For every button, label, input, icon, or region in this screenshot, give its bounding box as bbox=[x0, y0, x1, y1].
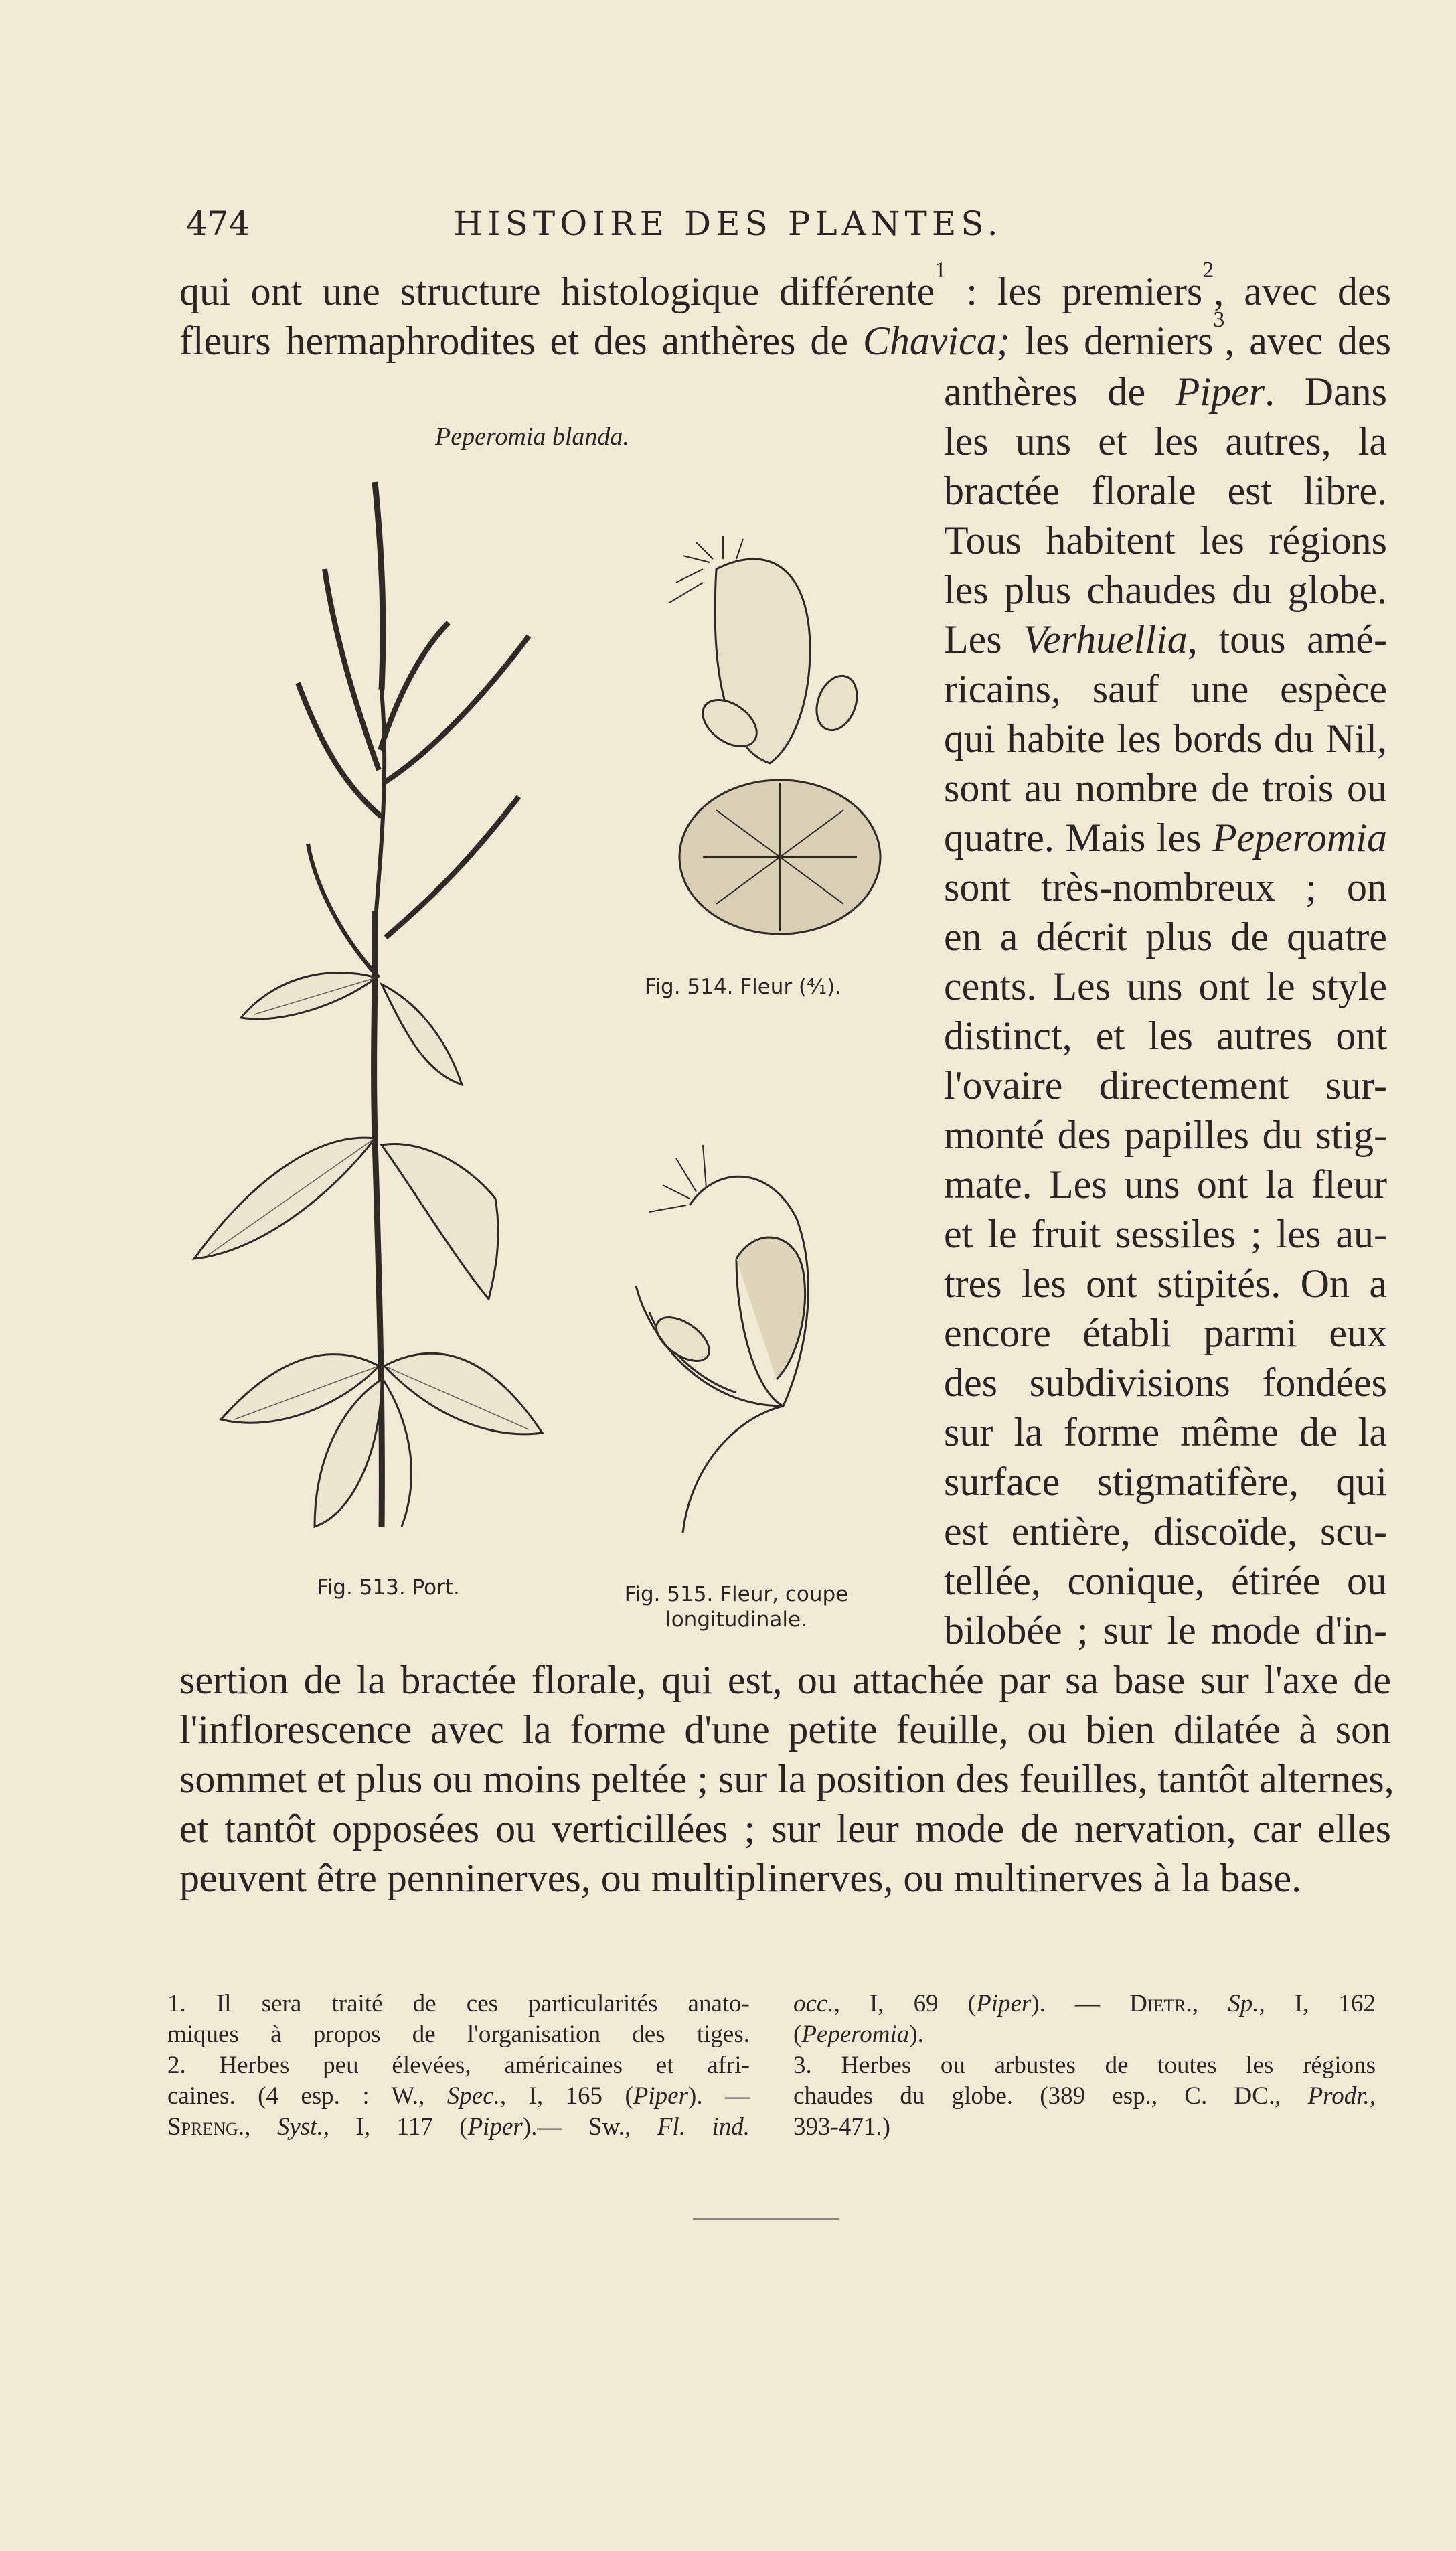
body-line-28: bilobée ; sur le mode d'in- bbox=[944, 1608, 1387, 1652]
body-line-17: l'ovaire directement sur- bbox=[944, 1063, 1387, 1107]
body-line-24: sur la forme même de la bbox=[944, 1410, 1387, 1454]
fig-513-plant-illustration bbox=[181, 469, 562, 1540]
body-line-8: Les Verhuellia, tous amé- bbox=[944, 617, 1387, 662]
body-line-10: qui habite les bords du Nil, bbox=[944, 716, 1387, 761]
footnote-2-line-2: caines. (4 esp. : W., Spec., I, 165 (Piper). — bbox=[167, 2082, 750, 2110]
species-title: Peperomia blanda. bbox=[435, 422, 629, 451]
fig-513-caption: Fig. 513. Port. bbox=[317, 1575, 460, 1600]
page-number: 474 bbox=[186, 204, 250, 243]
running-title: HISTOIRE DES PLANTES. bbox=[453, 204, 1003, 243]
body-line-3: anthères de Piper. Dans bbox=[944, 370, 1388, 414]
body-line-6: Tous habitent les régions bbox=[944, 518, 1387, 562]
footnote-2-line-3: Spreng., Syst., I, 117 (Piper).— Sw., Fl. ind. bbox=[167, 2113, 750, 2141]
body-line-2: fleurs hermaphrodites et des anthères de Chavica; les derniers$^3$, avec des bbox=[179, 307, 1391, 363]
body-line-12: quatre. Mais les Peperomia bbox=[944, 816, 1387, 860]
fig-514-flower-illustration bbox=[636, 529, 884, 944]
body-line-31: sommet et plus ou moins peltée ; sur la position des feuilles, tantôt alternes, bbox=[179, 1757, 1394, 1801]
fig-515-section-illustration bbox=[623, 1125, 877, 1553]
footnote-2-cont-line-1: occ., I, 69 (Piper). — Dietr., Sp., I, 162 bbox=[793, 1990, 1376, 2017]
body-line-29: sertion de la bractée florale, qui est, ou attachée par sa base sur l'axe de bbox=[179, 1658, 1391, 1702]
footnote-2-line-1: 2. Herbes peu élevées, américaines et afri- bbox=[167, 2052, 750, 2079]
body-line-21: tres les ont stipités. On a bbox=[944, 1261, 1387, 1306]
footnote-2-cont-line-2: (Peperomia). bbox=[793, 2021, 924, 2048]
body-line-4: les uns et les autres, la bbox=[944, 419, 1387, 463]
body-line-16: distinct, et les autres ont bbox=[944, 1014, 1387, 1058]
body-line-33: peuvent être penninerves, ou multiplinerves, ou multinerves à la base. bbox=[179, 1856, 1302, 1900]
body-line-25: surface stigmatifère, qui bbox=[944, 1460, 1387, 1504]
body-line-32: et tantôt opposées ou verticillées ; sur leur mode de nervation, car elles bbox=[179, 1806, 1391, 1851]
fig-515-caption: Fig. 515. Fleur, coupe longitudinale. bbox=[624, 1582, 849, 1632]
body-line-15: cents. Les uns ont le style bbox=[944, 964, 1387, 1008]
footnote-3-line-2: chaudes du globe. (389 esp., C. DC., Prodr., bbox=[793, 2082, 1376, 2110]
fig-514-caption: Fig. 514. Fleur (⁴⁄₁). bbox=[644, 975, 842, 999]
body-line-27: tellée, conique, étirée ou bbox=[944, 1559, 1387, 1603]
body-line-26: est entière, discoïde, scu- bbox=[944, 1509, 1387, 1553]
body-line-19: mate. Les uns ont la fleur bbox=[944, 1162, 1387, 1207]
body-line-5: bractée florale est libre. bbox=[944, 469, 1387, 513]
body-line-22: encore établi parmi eux bbox=[944, 1311, 1387, 1355]
body-line-7: les plus chaudes du globe. bbox=[944, 568, 1387, 612]
body-line-9: ricains, sauf une espèce bbox=[944, 667, 1387, 711]
footnote-1-line-2: miques à propos de l'organisation des tiges. bbox=[167, 2021, 750, 2048]
body-line-20: et le fruit sessiles ; les au- bbox=[944, 1212, 1387, 1256]
body-line-1: qui ont une structure histologique différente$^1$ : les premiers$^2$, avec des bbox=[179, 258, 1392, 313]
body-line-13: sont très-nombreux ; on bbox=[944, 865, 1387, 909]
body-line-23: des subdivisions fondées bbox=[944, 1361, 1387, 1405]
footnote-1-line-1: 1. Il sera traité de ces particularités anato- bbox=[167, 1990, 750, 2017]
body-line-14: en a décrit plus de quatre bbox=[944, 915, 1387, 959]
footnote-3-line-3: 393-471.) bbox=[793, 2113, 890, 2141]
body-line-11: sont au nombre de trois ou bbox=[944, 766, 1387, 810]
body-line-30: l'inflorescence avec la forme d'une petite feuille, ou bien dilatée à son bbox=[179, 1707, 1391, 1752]
footnote-3-line-1: 3. Herbes ou arbustes de toutes les régions bbox=[793, 2052, 1376, 2079]
body-line-18: monté des papilles du stig- bbox=[944, 1113, 1387, 1157]
bottom-rule bbox=[693, 2218, 839, 2220]
